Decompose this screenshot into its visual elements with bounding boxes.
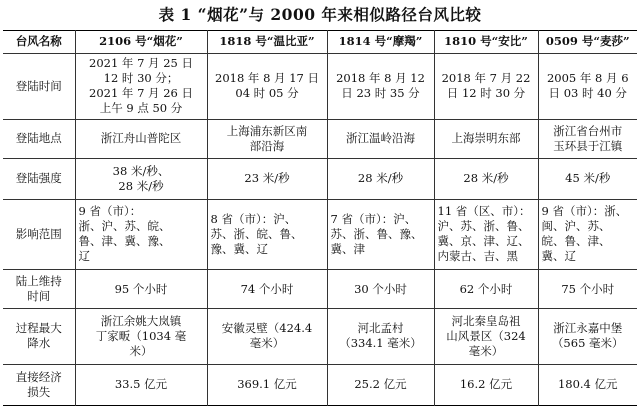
table-cell: 浙江余姚大岚镇 丁家畈（1034 毫 米） [75,309,207,365]
table-cell: 2021 年 7 月 25 日 12 时 30 分； 2021 年 7 月 26 日 上午 9 点 50 分 [75,53,207,119]
table-cell: 河北孟村 （334.1 毫米） [327,309,434,365]
table-cell: 75 个小时 [538,269,637,308]
table-cell: 45 米/秒 [538,158,637,199]
table-cell: 28 米/秒 [434,158,538,199]
row-label: 直接经济 损失 [3,364,75,405]
header-cell-1818: 1818 号“温比亚” [207,31,327,54]
table-cell: 25.2 亿元 [327,364,434,405]
table-cell: 8 省（市）：沪、 苏、浙、皖、鲁、 豫、冀、辽 [207,199,327,269]
table-row-landfall-time [3,53,637,119]
table-row-affected-area [3,199,637,269]
table-cell: 2018 年 8 月 12 日 23 时 35 分 [327,53,434,119]
row-label: 过程最大 降水 [3,309,75,365]
header-cell-name: 台风名称 [3,31,75,54]
table-cell: 浙江省台州市 玉环县于江镇 [538,119,637,158]
table-cell: 30 个小时 [327,269,434,308]
row-label: 登陆地点 [3,119,75,158]
table-cell: 2018 年 8 月 17 日 04 时 05 分 [207,53,327,119]
row-label: 陆上维持 时间 [3,269,75,308]
table-cell: 369.1 亿元 [207,364,327,405]
table-cell: 9 省（市）： 浙、沪、苏、皖、 鲁、津、冀、豫、 辽 [75,199,207,269]
table-cell: 9 省（市）：浙、 闽、沪、苏、 皖、鲁、津、 冀、辽 [538,199,637,269]
row-label: 登陆强度 [3,158,75,199]
row-label: 影响范围 [3,199,75,269]
row-label: 登陆时间 [3,53,75,119]
table-cell: 安徽灵壁（424.4 毫米） [207,309,327,365]
table-cell: 28 米/秒 [327,158,434,199]
table-row-economic-loss [3,364,637,405]
table-row-landfall-location [3,119,637,158]
table-cell: 180.4 亿元 [538,364,637,405]
table-cell: 38 米/秒、 28 米/秒 [75,158,207,199]
table-cell: 2005 年 8 月 6 日 03 时 40 分 [538,53,637,119]
table-cell: 62 个小时 [434,269,538,308]
header-row [3,31,637,54]
table-cell: 浙江舟山普陀区 [75,119,207,158]
table-cell: 16.2 亿元 [434,364,538,405]
table-cell: 浙江永嘉中堡 （565 毫米） [538,309,637,365]
table-cell: 74 个小时 [207,269,327,308]
table-row-landfall-intensity [3,158,637,199]
header-cell-0509: 0509 号“麦莎” [538,31,637,54]
table-cell: 23 米/秒 [207,158,327,199]
table-cell: 上海浦东新区南 部沿海 [207,119,327,158]
table-row-max-precipitation [3,309,637,365]
table-cell: 95 个小时 [75,269,207,308]
header-cell-1810: 1810 号“安比” [434,31,538,54]
typhoon-comparison-table [3,30,637,406]
header-cell-2106: 2106 号“烟花” [75,31,207,54]
table-cell: 河北秦皇岛祖 山风景区（324 毫米） [434,309,538,365]
table-title: 表 1 “烟花”与 2000 年来相似路径台风比较 [158,5,482,24]
table-cell: 2018 年 7 月 22 日 12 时 30 分 [434,53,538,119]
table-row-duration-over-land [3,269,637,308]
header-cell-1814: 1814 号“摩羯” [327,31,434,54]
table-cell: 浙江温岭沿海 [327,119,434,158]
table-cell: 11 省（区、市）： 沪、苏、浙、鲁、 冀、京、津、辽、 内蒙古、吉、黑 [434,199,538,269]
table-cell: 上海崇明东部 [434,119,538,158]
table-cell: 7 省（市）：沪、 苏、浙、鲁、豫、 冀、津 [327,199,434,269]
table-cell: 33.5 亿元 [75,364,207,405]
